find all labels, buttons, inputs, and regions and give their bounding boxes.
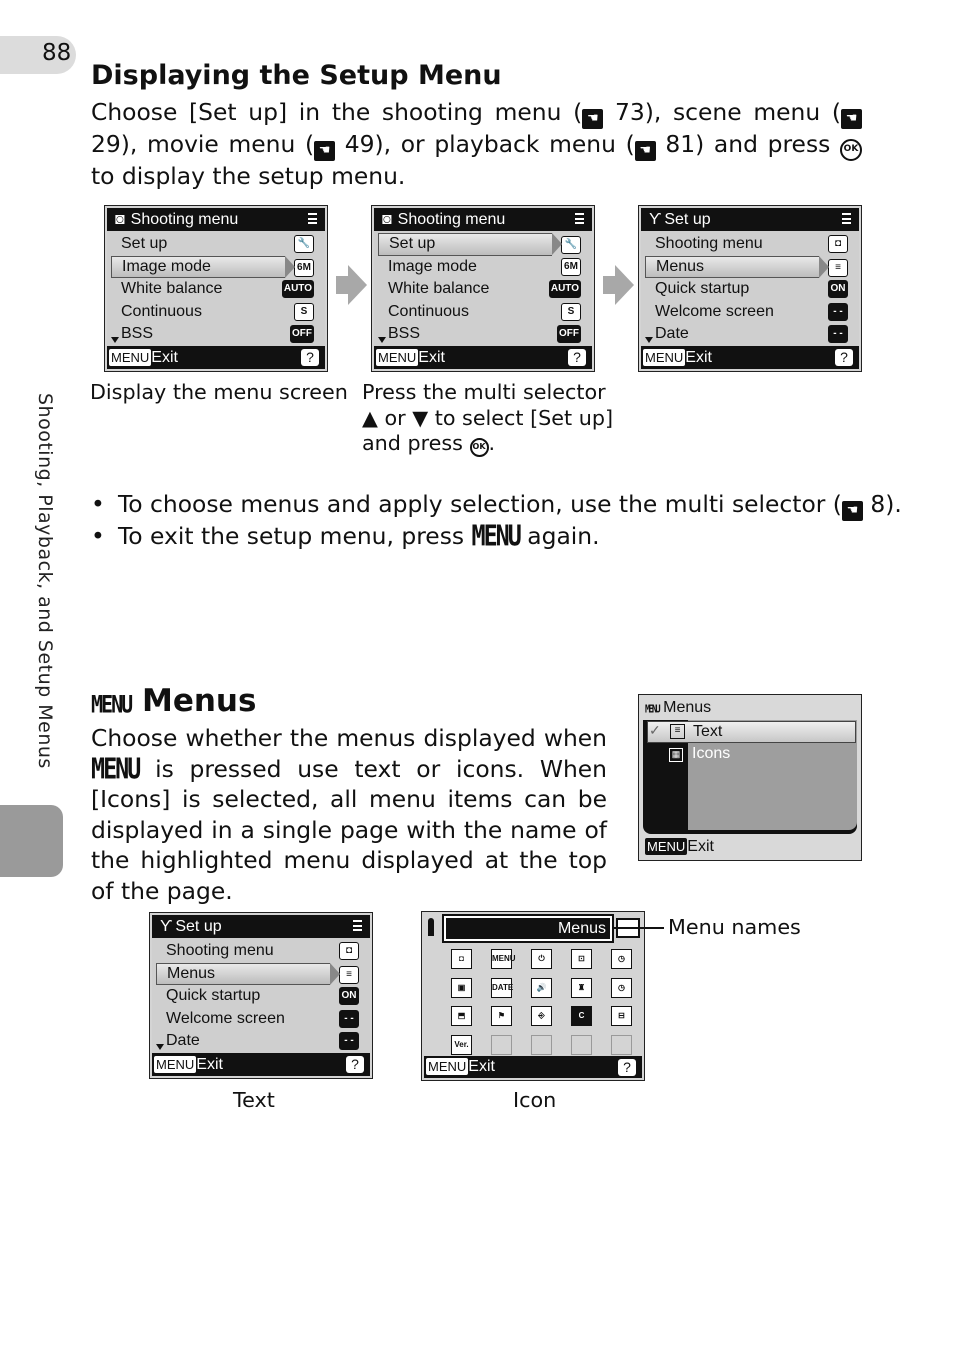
chapter-tab-block (0, 805, 63, 877)
menu-row[interactable]: Date - - (641, 323, 859, 346)
callout-line (612, 927, 664, 929)
scroll-indicator-icon (308, 213, 317, 224)
menu-row[interactable]: Welcome screen - - (152, 1008, 370, 1031)
menu-row[interactable]: Shooting menu ◘ (641, 233, 859, 256)
off-icon: OFF (290, 325, 314, 343)
ok-button-icon: OK (470, 438, 489, 457)
side-chapter-label: Shooting, Playback, and Setup Menus (34, 393, 56, 769)
menu-button-icon: MENU (647, 839, 686, 854)
none-icon: - - (828, 325, 848, 343)
screen-title: MENU Menus (645, 699, 712, 716)
menu-row[interactable]: BSS OFF (374, 323, 592, 346)
help-icon: ? (346, 1056, 364, 1073)
camera-icon: ◙ (115, 211, 125, 228)
menu-row[interactable]: Image mode 6M (374, 256, 592, 279)
callout-menu-names: Menu names (668, 915, 801, 939)
caption-icon-example: Icon (513, 1088, 557, 1112)
single-icon: S (294, 303, 314, 321)
text-menu-icon: ≡ (828, 259, 848, 277)
icons-grid-icon: ▦ (669, 748, 683, 762)
bullet-item: • To exit the setup menu, press MENU again. (91, 521, 902, 552)
screen-footer: MENU Exit ? (152, 1053, 370, 1076)
image-mode-icon: 6M (294, 259, 314, 277)
screen-title-bar: ◙ Shooting menu (374, 208, 592, 231)
caption-text-example: Text (233, 1088, 275, 1112)
step-arrow-icon (336, 265, 367, 305)
reference-icon: ☚ (635, 141, 656, 161)
setup-wrench-icon: 🔧 (294, 235, 314, 253)
menu-row[interactable]: Shooting menu ◘ (152, 940, 370, 963)
none-icon: - - (339, 1032, 359, 1050)
screen-shooting-menu-2 (371, 205, 595, 372)
wrench-icon: ϒ (649, 211, 662, 228)
on-icon: ON (339, 987, 359, 1005)
screen-footer: MENU Exit ? (374, 346, 592, 369)
grid-icon[interactable]: DATE (482, 975, 522, 1004)
check-icon: ✓ (649, 722, 661, 738)
grid-icon[interactable]: Ver. (442, 1032, 482, 1061)
bullet-item: • To choose menus and apply selection, use the multi selector ( ☚ 8). (91, 489, 902, 521)
down-arrow-icon (645, 337, 653, 343)
grid-icon[interactable]: ♜ (562, 975, 602, 1004)
menu-row[interactable]: Set up 🔧 (107, 233, 325, 256)
page-number: 88 (42, 40, 72, 66)
text-menu-icon: ≡ (670, 724, 685, 739)
menu-button-icon: MENU (156, 1057, 195, 1072)
menu-row[interactable]: White balance AUTO (121, 280, 312, 298)
screen-footer: MENU Exit (647, 838, 714, 855)
auto-icon: AUTO (549, 280, 581, 298)
help-icon: ? (301, 349, 319, 366)
menu-button-icon: MENU (428, 1059, 467, 1074)
menu-row[interactable]: Quick startup ON (152, 985, 370, 1008)
menu-icon: MENU (645, 704, 659, 716)
caption-step-2: Press the multi selector ▲ or ▼ to select [Set up] and press OK . (362, 380, 614, 455)
caption-step-1: Display the menu screen (90, 380, 348, 404)
grid-icon[interactable]: ⏻ (522, 946, 562, 975)
section-title-setup-menu: Displaying the Setup Menu (91, 60, 502, 91)
scroll-indicator-icon (353, 920, 362, 931)
wrench-icon (428, 918, 434, 936)
menu-row-selected[interactable]: Image mode 6M (111, 256, 285, 279)
screen-footer: MENU Exit ? (424, 1056, 642, 1078)
menu-row-selected[interactable]: Set up 🔧 (378, 233, 552, 256)
on-icon: ON (828, 280, 848, 298)
ok-button-icon: OK (840, 139, 862, 161)
screen-title-bar: ◙ Shooting menu (107, 208, 325, 231)
scroll-indicator-icon (575, 213, 584, 224)
grid-icon[interactable]: 🔊 (522, 975, 562, 1004)
auto-icon: AUTO (282, 280, 314, 298)
none-icon: - - (828, 303, 848, 321)
single-icon: S (561, 303, 581, 321)
screen-shooting-menu-1 (104, 205, 328, 372)
section-title-menus: MENU Menus (91, 683, 257, 719)
grid-icon[interactable]: C (562, 1003, 602, 1032)
down-arrow-icon (156, 1044, 164, 1050)
help-icon: ? (835, 349, 853, 366)
grid-icon[interactable]: MENU (482, 946, 522, 975)
step-arrow-icon (603, 265, 634, 305)
reference-icon: ☚ (841, 109, 862, 129)
menu-row[interactable]: White balance AUTO (388, 280, 579, 298)
menu-row[interactable]: Date - - (152, 1030, 370, 1053)
screen-footer: MENU Exit ? (107, 346, 325, 369)
menu-button-icon: MENU (645, 350, 684, 365)
intro-paragraph: Choose [Set up] in the shooting menu ( ☚ 73), scene menu ( ☚ 29), movie menu ( ☚ 49), or playback menu ( ☚ 81) and press OK to display the setup menu. (91, 97, 862, 192)
grid-icon[interactable]: ◘ (442, 946, 482, 975)
menu-row[interactable]: BSS OFF (107, 323, 325, 346)
menu-name-header: Menus (444, 916, 612, 941)
help-icon: ? (568, 349, 586, 366)
grid-icon[interactable]: ⚑ (482, 1003, 522, 1032)
reference-icon: ☚ (582, 109, 603, 129)
screen-text-example (149, 912, 373, 1079)
wrench-icon: ϒ (160, 918, 173, 935)
camera-icon: ◘ (828, 235, 848, 253)
screen-title-bar: ϒ Set up (152, 915, 370, 938)
reference-icon: ☚ (314, 141, 335, 161)
image-mode-icon: 6M (561, 258, 581, 276)
text-menu-icon: ≡ (339, 966, 359, 984)
menu-row[interactable]: Quick startup ON (641, 278, 859, 301)
menu-row-selected[interactable]: Menus ≡ (645, 256, 819, 279)
option-text[interactable]: ✓ ≡ Text (647, 721, 856, 743)
menus-paragraph: Choose whether the menus displayed when MENU is pressed use text or icons. When [Icons] is selected, all menu items can be displayed in a single page with the name of the highlighted menu displayed at the top of the page. (91, 724, 607, 905)
menu-row[interactable]: Continuous S (374, 301, 592, 324)
screen-menus-setting (638, 694, 862, 861)
camera-icon: ◙ (382, 211, 392, 228)
grid-icon[interactable]: ⊟ (602, 1003, 642, 1032)
none-icon: - - (339, 1010, 359, 1028)
menu-row[interactable]: Welcome screen - - (641, 301, 859, 324)
menu-button-icon: MENU (378, 350, 417, 365)
grid-icon[interactable]: ⬒ (442, 1003, 482, 1032)
bullet-list (91, 489, 902, 552)
reference-icon: ☚ (842, 501, 863, 521)
grid-icon[interactable]: ▣ (442, 975, 482, 1004)
menu-row-selected[interactable]: Menus ≡ (156, 963, 330, 986)
options-panel: ✓ ≡ Text ▦ Icons (643, 720, 857, 834)
grid-icon[interactable]: ◷ (602, 975, 642, 1004)
icon-grid (442, 946, 642, 1060)
help-icon: ? (618, 1059, 636, 1076)
grid-icon[interactable]: ⊡ (562, 946, 602, 975)
screen-icon-example (421, 911, 645, 1081)
menu-icon: MENU (91, 689, 132, 719)
setup-wrench-icon: 🔧 (561, 236, 581, 254)
down-arrow-icon (111, 337, 119, 343)
camera-icon: ◘ (339, 942, 359, 960)
screen-footer: MENU Exit ? (641, 346, 859, 369)
down-arrow-icon (378, 337, 386, 343)
screen-title-bar: ϒ Set up (641, 208, 859, 231)
screen-setup-menu (638, 205, 862, 372)
menu-button-logo: MENU (91, 751, 140, 786)
grid-icon[interactable]: ⎆ (522, 1003, 562, 1032)
menu-button-logo: MENU (471, 519, 520, 553)
menu-row[interactable]: Continuous S (107, 301, 325, 324)
scroll-indicator-icon (842, 213, 851, 224)
menu-button-icon: MENU (111, 350, 150, 365)
off-icon: OFF (557, 325, 581, 343)
grid-icon[interactable]: ◷ (602, 946, 642, 975)
